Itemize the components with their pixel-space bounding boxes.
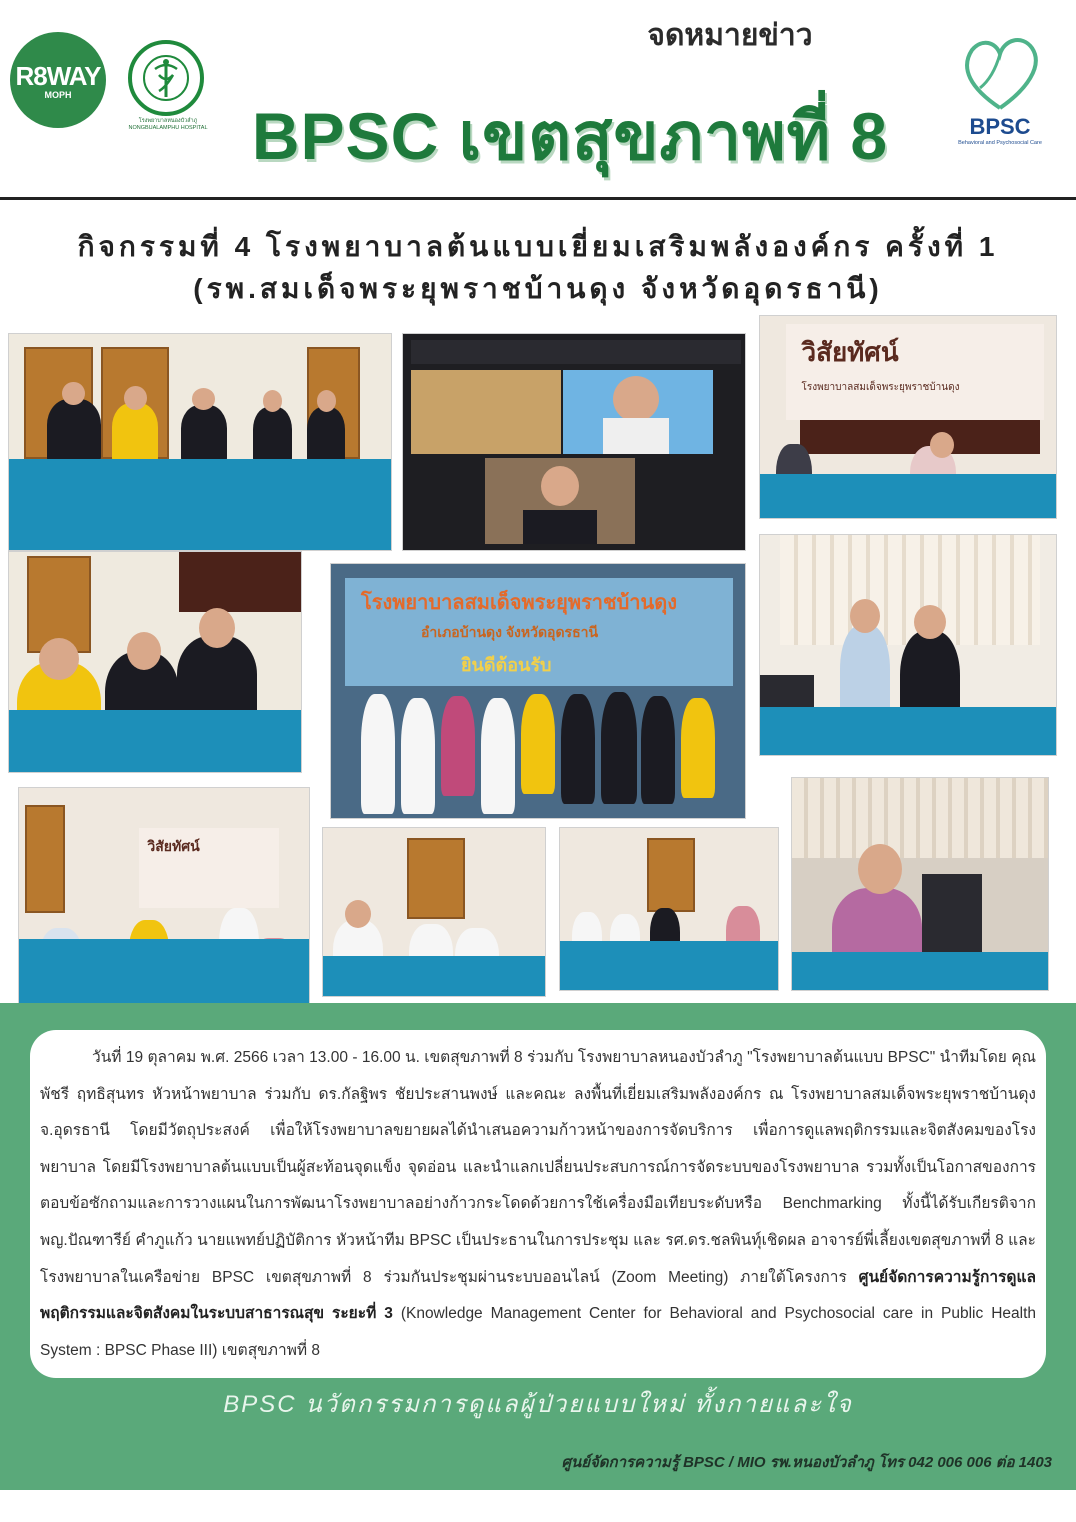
photo-vision-banner	[759, 315, 1057, 519]
body-paragraph-part2: (Knowledge Management Center for Behavioral and Psychosocial care in Public Health System : BPSC Phase III)	[40, 1305, 1037, 1359]
vision-banner-hospital: โรงพยาบาลสมเด็จพระยุพราชบ้านดุง	[801, 382, 960, 393]
bpsc-heart-icon	[950, 28, 1050, 116]
moph-emblem-icon	[128, 40, 204, 116]
welcome-banner-text: ยินดีต้อนรับ	[461, 655, 552, 675]
bottom-margin	[0, 1490, 1076, 1522]
photo-zoom-meeting	[402, 333, 746, 551]
photo-long-table	[559, 827, 779, 991]
photo-welcome-group	[330, 563, 746, 819]
press-label: จดหมายข่าว	[647, 19, 813, 52]
photo-nurses-table	[322, 827, 546, 997]
bpsc-logo-sub: Behavioral and Psychosocial Care	[958, 140, 1042, 146]
slogan: BPSC นวัตกรรมการดูแลผู้ป่วยแบบใหม่ ทั้งกายและใจ	[223, 1391, 853, 1418]
activity-title	[0, 226, 1076, 310]
welcome-banner-district: อำเภอบ้านดุง จังหวัดอุดรธานี	[421, 624, 599, 640]
photo-nurse-presentation	[759, 534, 1057, 756]
photo-presenter	[791, 777, 1049, 991]
body-paragraph	[40, 1040, 1036, 1369]
photo-discussion-left	[8, 551, 302, 773]
photo-room-vision	[18, 787, 310, 1005]
r8way-logo-sub: MOPH	[44, 89, 72, 100]
body-paragraph-part1: วันที่ 19 ตุลาคม พ.ศ. 2566 เวลา 13.00 - 16.00 น. เขตสุขภาพที่ 8 ร่วมกับ โรงพยาบาลหนองบัวลำภู "โรงพยาบาลต้นแบบ BPSC" นำทีมโดย คุณพัชรี ฤทธิสุนทร หัวหน้าพยาบาล ร่วมกับ ดร.กัลฐิพร ชัยประสานพงษ์ และคณะ ลงพื้นที่เยี่ยมเสริมพลังองค์กร ณ โรงพยาบาลสมเด็จพระยุพราชบ้านดุง จ.อุดรธานี โดยมีวัตถุประสงค์ เพื่อให้โรงพยาบาลขยายผลได้นำเสนอความก้าวหน้าของการจัดบริการ เพื่อการดูแลพฤติกรรมและจิตสังคมของโรงพยาบาล โดยมีโรงพยาบาลต้นแบบเป็นผู้สะท้อนจุดแข็ง จุดอ่อน และนำแลกเปลี่ยนประสบการณ์การจัดระบบของโรงพยาบาล รวมทั้งเป็นโอกาสของการตอบข้อซักถามและการวางแผนในการพัฒนาโรงพยาบาลอย่างก้าวกระโดดด้วยการใช้เครื่องมือเทียบระดับหรือ Benchmarking ทั้งนี้ได้รับเกียรติจาก พญ.ปัณฑารีย์ คำภูแก้ว นายแพทย์ปฏิบัติการ หัวหน้าทีม BPSC เป็นประธานในการประชุม และ รศ.ดร.ชลพินทุ์เชิดผล อาจารย์พี่เลี้ยงเขตสุขภาพที่ 8 และโรงพยาบาลในเครือข่าย BPSC เขตสุขภาพที่ 8 ร่วมกันประชุมผ่านระบบออนไลน์ (Zoom Meeting) ภายใต้โครงการ	[40, 1049, 1036, 1286]
activity-title-line1: กิจกรรมที่ 4 โรงพยาบาลต้นแบบเยี่ยมเสริมพลังองค์กร ครั้งที่ 1	[77, 231, 999, 262]
welcome-banner-hospital: โรงพยาบาลสมเด็จพระยุพราชบ้านดุง	[361, 592, 677, 614]
bpsc-logo-text: BPSC	[969, 114, 1031, 139]
room-vision-title: วิสัยทัศน์	[147, 838, 200, 854]
r8way-logo-text: R8WAY	[15, 60, 101, 91]
photo-meeting-panel	[8, 333, 392, 551]
bpsc-logo	[950, 28, 1050, 158]
header-divider	[0, 197, 1076, 200]
r8way-logo	[10, 32, 106, 128]
header	[0, 0, 1076, 200]
body-paragraph-project: ศูนย์จัดการความรู้การดูแลพฤติกรรมและจิตสังคมในระบบสาธารณสุข ระยะที่ 3	[40, 1268, 1036, 1323]
page-title: BPSC เขตสุขภาพที่ 8	[251, 99, 889, 173]
footer-contact: ศูนย์จัดการความรู้ BPSC / MIO รพ.หนองบัวลำภู โทร 042 006 006 ต่อ 1403	[561, 1454, 1052, 1471]
vision-banner-title: วิสัยทัศน์	[801, 337, 899, 367]
activity-title-line2: (รพ.สมเด็จพระยุพราชบ้านดุง จังหวัดอุดรธานี)	[193, 273, 883, 304]
body-paragraph-end: เขตสุขภาพที่ 8	[217, 1341, 321, 1359]
moph-caption: โรงพยาบาลหนองบัวลำภู NONGBUALAMPHU HOSPITAL	[128, 118, 208, 131]
